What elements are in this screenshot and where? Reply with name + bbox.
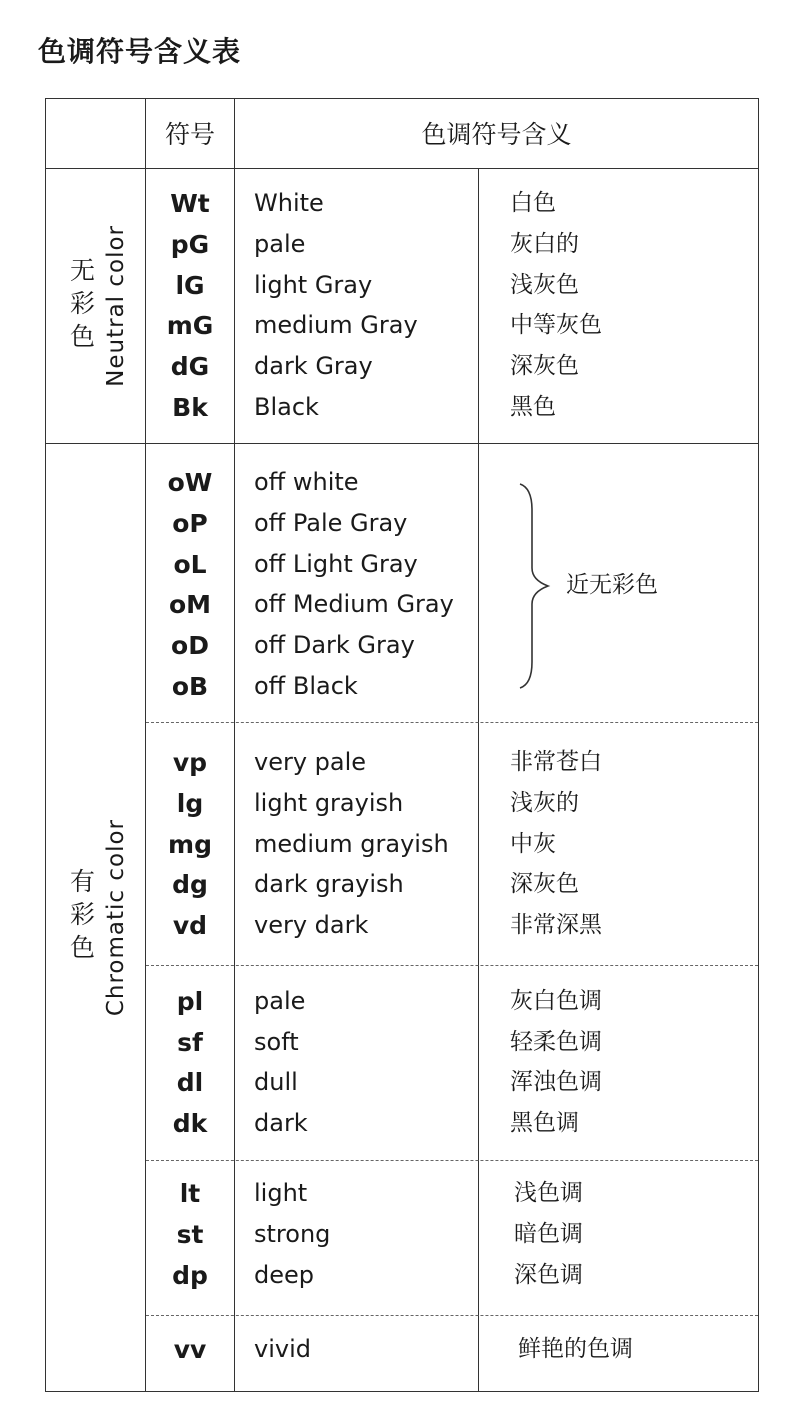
english-cell: off Medium Gray [254, 590, 454, 618]
chinese-cell: 浑浊色调 [510, 1069, 602, 1095]
category-chromatic-cn: 有彩色 [66, 868, 96, 967]
category-neutral [46, 169, 145, 443]
english-cell: light Gray [254, 271, 373, 299]
chinese-cell: 黑色调 [510, 1110, 579, 1136]
english-cell: medium Gray [254, 311, 418, 339]
english-cell: soft [254, 1028, 299, 1056]
page-title: 色调符号含义表 [38, 35, 242, 68]
english-cell: off Pale Gray [254, 509, 408, 537]
english-cell: medium grayish [254, 830, 449, 858]
chinese-cell: 非常深黑 [510, 912, 602, 938]
symbol-cell: dl [176, 1068, 204, 1097]
english-cell: off Light Gray [254, 550, 418, 578]
symbol-cell: vp [172, 748, 208, 777]
english-cell: pale [254, 987, 306, 1015]
english-cell: White [254, 189, 324, 217]
symbol-cell: oD [171, 631, 209, 660]
category-neutral-cn: 无彩色 [66, 256, 96, 356]
chinese-cell: 灰白的 [510, 231, 579, 257]
symbol-cell: oW [167, 468, 213, 497]
curly-brace-icon [512, 480, 556, 692]
english-cell: Black [254, 393, 319, 421]
symbol-cell: vv [173, 1335, 207, 1364]
english-cell: pale [254, 230, 306, 258]
column-divider-symbol [234, 98, 235, 1392]
english-cell: very pale [254, 748, 367, 776]
symbol-cell: mG [166, 311, 214, 340]
chinese-cell: 深灰色 [510, 871, 579, 897]
symbol-cell: st [176, 1220, 204, 1249]
category-neutral-en: Neutral color [102, 225, 129, 387]
symbol-cell: oM [168, 590, 212, 619]
category-chromatic-en: Chromatic color [102, 818, 129, 1017]
symbol-cell: dp [172, 1261, 208, 1290]
chinese-cell: 轻柔色调 [510, 1029, 602, 1055]
english-cell: very dark [254, 911, 369, 939]
english-cell: off Dark Gray [254, 631, 415, 659]
symbol-cell: dG [170, 352, 210, 381]
symbol-cell: lg [176, 789, 204, 818]
chinese-cell: 中灰 [510, 831, 556, 857]
symbol-cell: pl [176, 987, 204, 1016]
chinese-cell: 黑色 [510, 394, 556, 420]
group-divider-3 [146, 1160, 758, 1161]
header-bottom-line [45, 168, 759, 169]
chinese-cell: 中等灰色 [510, 312, 602, 338]
table-border-right [758, 98, 759, 1392]
symbol-cell: oL [173, 550, 207, 579]
english-cell: dark grayish [254, 870, 404, 898]
symbol-cell: mg [168, 830, 212, 859]
group-divider-4 [146, 1315, 758, 1316]
symbol-cell: vd [172, 911, 208, 940]
english-cell: dark Gray [254, 352, 373, 380]
chinese-cell: 白色 [510, 190, 556, 216]
category-chromatic [46, 444, 145, 1391]
english-cell: deep [254, 1261, 314, 1289]
header-symbol: 符号 [164, 120, 215, 149]
header-meaning: 色调符号含义 [421, 120, 572, 149]
section-divider-neutral [45, 443, 759, 444]
english-cell: dark [254, 1109, 308, 1137]
chinese-cell: 非常苍白 [510, 749, 602, 775]
off-group-label: 近无彩色 [566, 572, 658, 598]
chinese-cell: 暗色调 [514, 1221, 583, 1247]
group-divider-2 [146, 965, 758, 966]
table-border-bottom [45, 1391, 759, 1392]
english-cell: dull [254, 1068, 298, 1096]
english-cell: light [254, 1179, 308, 1207]
chinese-cell: 浅灰的 [510, 790, 579, 816]
symbol-cell: dk [172, 1109, 208, 1138]
column-divider-meaning [478, 168, 479, 1392]
chinese-cell: 灰白色调 [510, 988, 602, 1014]
english-cell: vivid [254, 1335, 311, 1363]
symbol-cell: sf [177, 1028, 203, 1057]
english-cell: light grayish [254, 789, 404, 817]
symbol-cell: oB [171, 672, 209, 701]
symbol-cell: lt [179, 1179, 201, 1208]
symbol-cell: oP [172, 509, 208, 538]
english-cell: strong [254, 1220, 331, 1248]
chinese-cell: 鲜艳的色调 [518, 1336, 633, 1362]
chinese-cell: 浅色调 [514, 1180, 583, 1206]
group-divider-1 [146, 722, 758, 723]
symbol-cell: Wt [170, 189, 210, 218]
english-cell: off white [254, 468, 359, 496]
symbol-cell: pG [170, 230, 210, 259]
symbol-cell: Bk [172, 393, 208, 422]
symbol-cell: lG [175, 271, 205, 300]
english-cell: off Black [254, 672, 358, 700]
symbol-cell: dg [172, 870, 208, 899]
chinese-cell: 深色调 [514, 1262, 583, 1288]
chinese-cell: 浅灰色 [510, 272, 579, 298]
chinese-cell: 深灰色 [510, 353, 579, 379]
